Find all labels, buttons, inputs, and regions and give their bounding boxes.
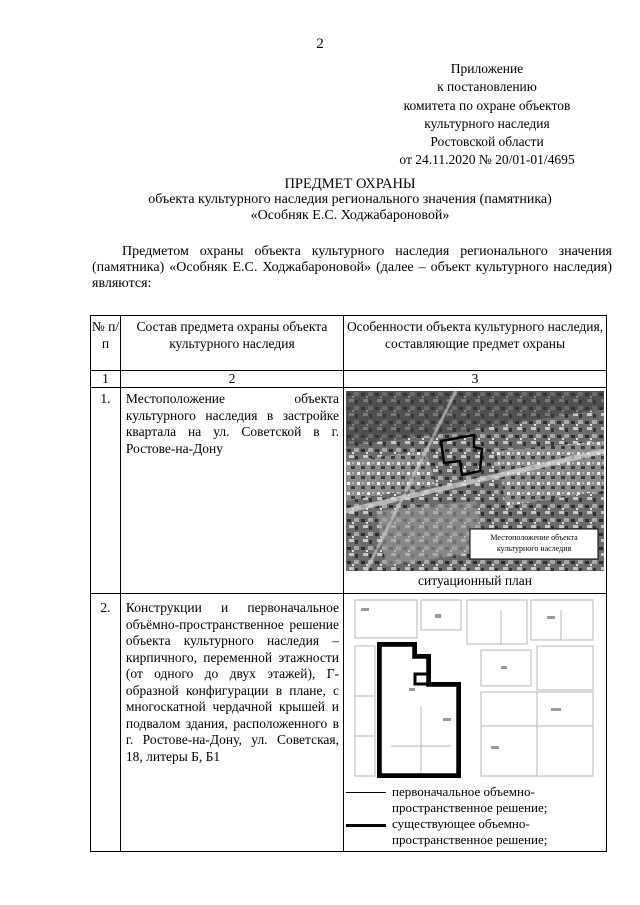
- table-row: [91, 594, 607, 852]
- intro-text: Предметом охраны объекта культурного наследия регионального значения (памятника) «Особняк Е.С. Ходжабароновой» (далее – объект культурного наследия) являются:: [92, 244, 612, 291]
- appendix-line: от 24.11.2020 № 20/01-01/4695: [399, 152, 575, 168]
- title-line: ПРЕДМЕТ ОХРАНЫ: [284, 176, 416, 192]
- legend-original: [344, 784, 606, 816]
- situation-plan-map: [346, 391, 604, 571]
- column-number: 1: [91, 371, 121, 388]
- existing-outline: [379, 644, 459, 776]
- column-number-row: [91, 371, 607, 388]
- floor-plan-cell: [344, 594, 607, 852]
- title-line: объекта культурного наследия регионального значения (памятника): [148, 192, 552, 207]
- original-outline: [381, 646, 457, 774]
- legend-existing-text: существующее объемно-пространственное решение;: [392, 816, 548, 847]
- legend-original-text: первоначальное объемно-пространственное решение;: [392, 784, 548, 815]
- header-num: № п/п: [91, 316, 121, 371]
- plan-caption: ситуационный план: [418, 573, 532, 588]
- thick-line-swatch: [346, 824, 386, 827]
- column-number: 2: [120, 371, 343, 388]
- intro-paragraph: [92, 244, 612, 292]
- appendix-line: Приложение: [450, 61, 524, 76]
- title-line: «Особняк Е.С. Ходжабароновой»: [250, 208, 450, 223]
- document-title: [80, 176, 620, 224]
- protection-table: [90, 315, 607, 852]
- row-description: Конструкции и первоначальное объёмно-пространственное решение объекта культурного наследия – кирпичного, переменной этажности (от одного до двух этажей), Г-образной конфигурации в плане, с многоскатной чердачной крышей и подвалом здания, расположенного в г. Ростове-на-Дону, ул. Советская, 18, литеры Б, Б1: [120, 594, 343, 852]
- appendix-line: Ростовской области: [430, 134, 544, 150]
- column-number: 3: [344, 371, 607, 388]
- row-number: 2.: [91, 594, 121, 852]
- situation-plan-cell: [344, 388, 607, 594]
- map-label: Местоположение объекта культурного наследия: [490, 533, 578, 553]
- header-composition: Состав предмета охраны объекта культурного наследия: [120, 316, 343, 371]
- page-number: 2: [316, 36, 324, 52]
- appendix-line: культурного наследия: [424, 115, 550, 131]
- floor-plan-drawing: [351, 596, 599, 784]
- table-row: [91, 388, 607, 594]
- appendix-line: к постановлению: [437, 79, 537, 95]
- appendix-block: [380, 60, 594, 170]
- appendix-line: комитета по охране объектов: [403, 97, 571, 113]
- header-features: Особенности объекта культурного наследия, составляющие предмет охраны: [344, 316, 607, 371]
- row-number: 1.: [91, 388, 121, 594]
- thin-line-swatch: [346, 792, 386, 793]
- table-header-row: [91, 316, 607, 371]
- row-description: Местоположение объекта культурного наследия в застройке квартала на ул. Советской в г. Ростове-на-Дону: [120, 388, 343, 594]
- legend-existing: [344, 816, 606, 848]
